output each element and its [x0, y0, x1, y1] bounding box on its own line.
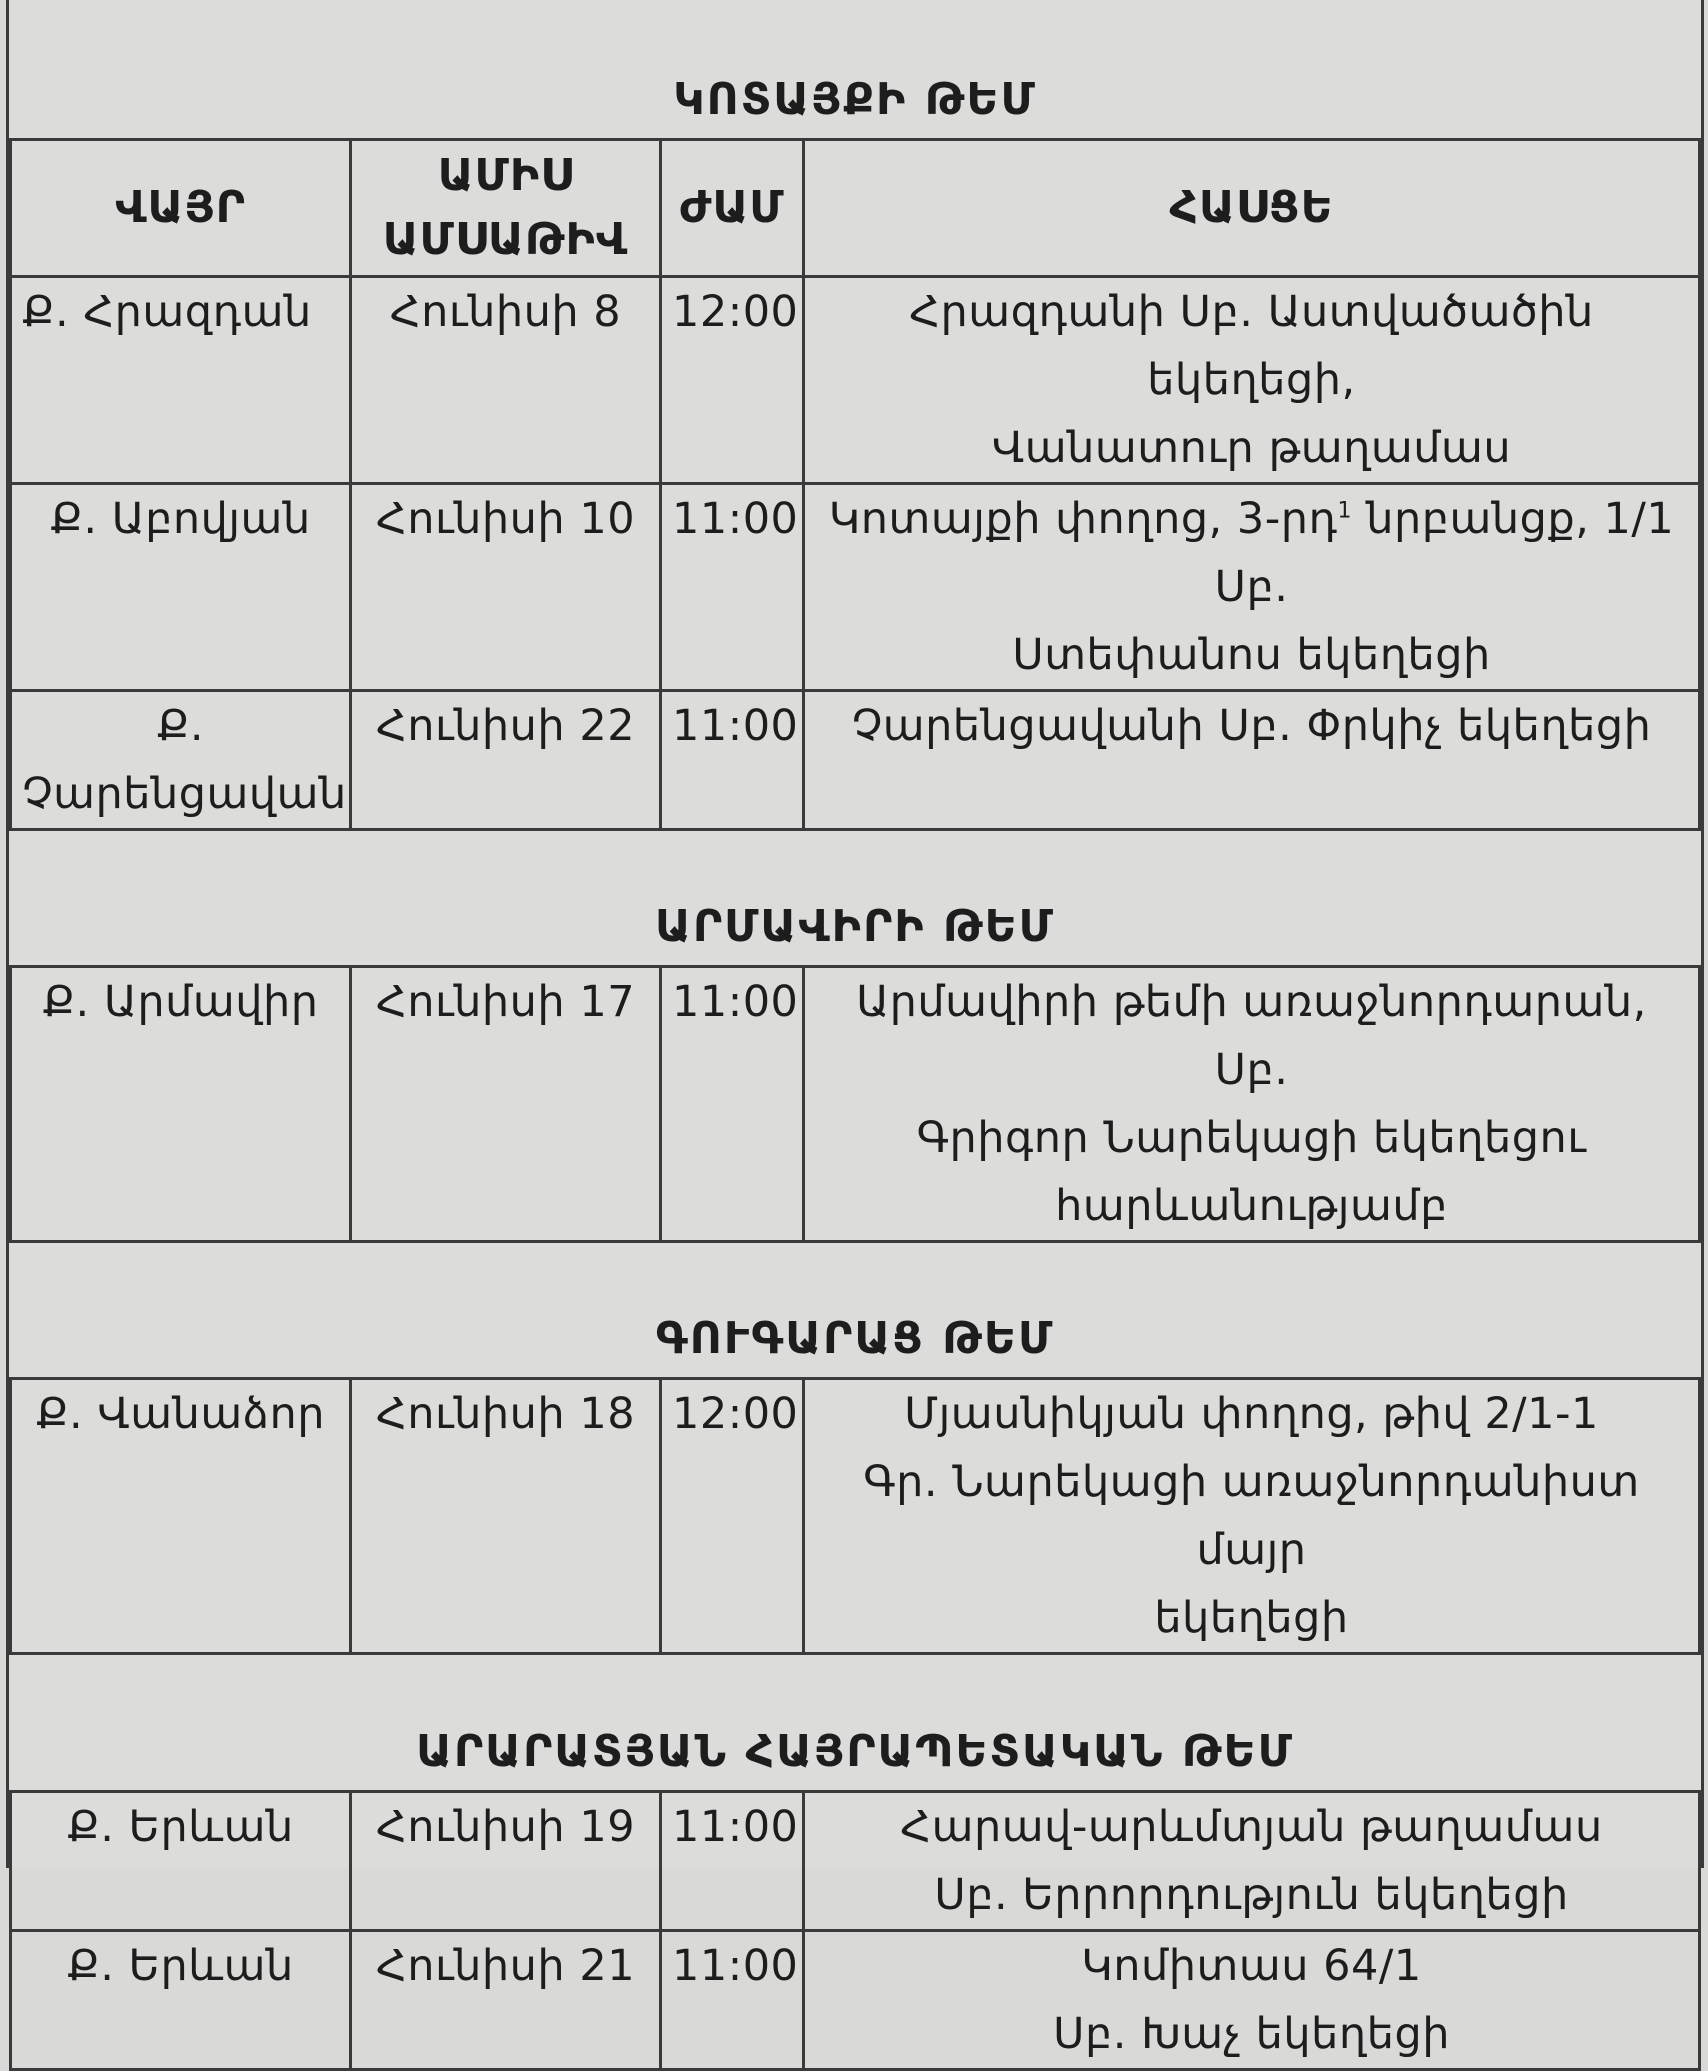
address-line: Գրիգոր Նարեկացի եկեղեցու: [916, 1112, 1587, 1163]
diocese-heading-row: [11, 829, 1700, 966]
address-cell: [804, 1930, 1700, 2069]
time-cell: 12:00: [661, 1378, 804, 1653]
time-cell: 11:00: [661, 690, 804, 829]
column-header-date: [351, 139, 661, 276]
schedule-table: [9, 0, 1701, 2071]
time-cell: 11:00: [661, 483, 804, 690]
time-cell: 12:00: [661, 276, 804, 483]
address-line: [815, 485, 1688, 621]
place-cell: Ք. Երևան: [11, 1930, 351, 2069]
place-cell: Ք. Երևան: [11, 1791, 351, 1930]
column-header-address: ՀԱՍՑԵ: [804, 139, 1700, 276]
address-line: Արմավիրի թեմի առաջնորդարան, Սբ.: [856, 976, 1647, 1095]
place-cell: [11, 690, 351, 829]
address-cell: [804, 276, 1700, 483]
address-cell: [804, 966, 1700, 1241]
column-header-time: ԺԱՄ: [661, 139, 804, 276]
table-row: [11, 966, 1700, 1241]
address-superscript: 1: [1337, 498, 1353, 524]
address-line: եկեղեցի: [1154, 1592, 1349, 1643]
place-cell: Ք. Վանաձոր: [11, 1378, 351, 1653]
date-cell: Հունիսի 19: [351, 1791, 661, 1930]
column-header-date-line1: ԱՄԻՍ: [437, 149, 574, 201]
place-line: Ք.: [156, 700, 205, 751]
place-cell: Ք. Աբովյան: [11, 483, 351, 690]
date-cell: Հունիսի 17: [351, 966, 661, 1241]
diocese-title-kotayk: ԿՈՏԱՅՔԻ ԹԵՄ: [11, 0, 1700, 139]
diocese-title-armavir: ԱՐՄԱՎԻՐԻ ԹԵՄ: [11, 829, 1700, 966]
column-header-place: ՎԱՅՐ: [11, 139, 351, 276]
date-cell: Հունիսի 18: [351, 1378, 661, 1653]
date-cell: Հունիսի 10: [351, 483, 661, 690]
table-row: [11, 1930, 1700, 2069]
address-line: Հարավ-արևմտյան թաղամաս: [900, 1801, 1603, 1852]
table-row: [11, 483, 1700, 690]
place-cell: Ք. Հրազդան: [11, 276, 351, 483]
time-cell: 11:00: [661, 966, 804, 1241]
column-header-date-line2: ԱՄՍԱԹԻՎ: [382, 213, 629, 265]
date-cell: Հունիսի 21: [351, 1930, 661, 2069]
date-cell: Հունիսի 8: [351, 276, 661, 483]
time-cell: 11:00: [661, 1930, 804, 2069]
address-line: Սբ. Երրորդություն եկեղեցի: [934, 1869, 1569, 1920]
address-line: Սբ. Խաչ եկեղեցի: [1053, 2008, 1450, 2059]
diocese-heading-row: [11, 0, 1700, 139]
address-cell: [804, 483, 1700, 690]
address-line: Ստեփանոս եկեղեցի: [1012, 629, 1491, 680]
address-line: Վանատուր թաղամաս: [991, 422, 1512, 473]
place-line: Չարենցավան: [22, 768, 347, 819]
place-cell: Ք. Արմավիր: [11, 966, 351, 1241]
time-cell: 11:00: [661, 1791, 804, 1930]
address-cell: [804, 1791, 1700, 1930]
address-line-part: նրբանցք, 1/1 Սբ.: [1214, 493, 1675, 612]
address-cell: [804, 690, 1700, 829]
schedule-document: [6, 0, 1704, 2059]
address-line: Հրազդանի Սբ. Աստվածածին եկեղեցի,: [909, 286, 1594, 405]
address-line: Կոմիտաս 64/1: [1081, 1940, 1422, 1991]
address-line: Գր. Նարեկացի առաջնորդանիստ մայր: [863, 1456, 1640, 1575]
table-row: [11, 276, 1700, 483]
address-line-part: Կոտայքի փողոց, 3-րդ: [828, 493, 1338, 544]
diocese-heading-row: [11, 1653, 1700, 1791]
diocese-title-ararat: ԱՐԱՐԱՏՅԱՆ ՀԱՅՐԱՊԵՏԱԿԱՆ ԹԵՄ: [11, 1653, 1700, 1791]
table-row: [11, 1378, 1700, 1653]
table-header-row: [11, 139, 1700, 276]
table-row: [11, 690, 1700, 829]
address-line: հարևանությամբ: [1055, 1180, 1448, 1231]
diocese-heading-row: [11, 1241, 1700, 1378]
diocese-title-gugarats: ԳՈՒԳԱՐԱՑ ԹԵՄ: [11, 1241, 1700, 1378]
date-cell: Հունիսի 22: [351, 690, 661, 829]
table-row: [11, 1791, 1700, 1930]
address-cell: [804, 1378, 1700, 1653]
address-line: Մյասնիկյան փողոց, թիվ 2/1-1: [904, 1388, 1599, 1439]
address-line: Չարենցավանի Սբ. Փրկիչ եկեղեցի: [851, 700, 1652, 751]
